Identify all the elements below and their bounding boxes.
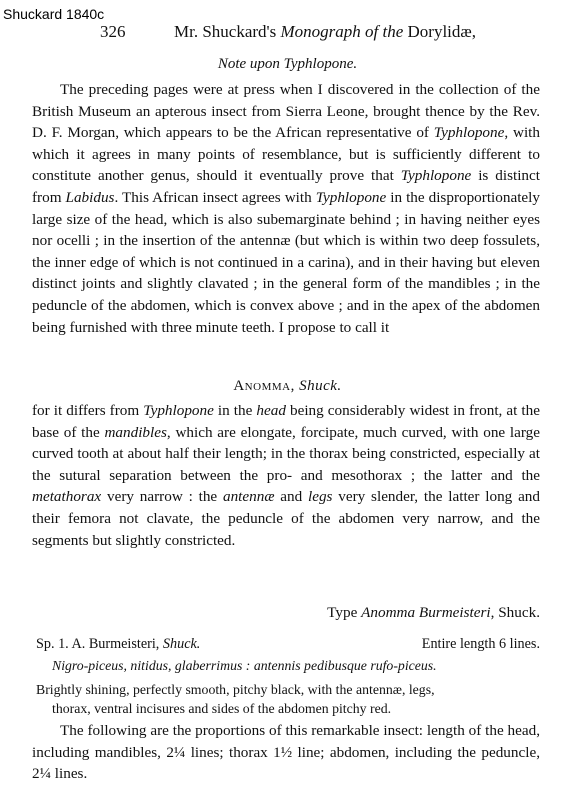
genus-heading xyxy=(0,378,575,395)
italic-run: antennæ xyxy=(222,488,275,506)
species-author: Shuck. xyxy=(162,636,201,652)
running-head xyxy=(174,22,476,42)
page-header xyxy=(0,22,575,46)
genus-separator: , xyxy=(290,378,300,394)
text-run: very slender, the latter long and their femora not clavate, the peduncle of the abdomen very narrow, and the segments but slightly constricted. xyxy=(32,488,540,549)
species-label: Sp. 1. A. Burmeisteri, xyxy=(36,636,163,652)
text-run: , which are elongate, forcipate, much curved, with one large curved tooth at about half their length; in the thorax being constricted, especially at the sutural separation between the pro- and mesothorax ; the latter and the xyxy=(32,423,540,484)
species-length: Entire length 6 lines. xyxy=(421,636,540,652)
running-head-prefix: Mr. Shuckard's xyxy=(174,22,281,41)
section-title: Note upon Typhlopone. xyxy=(217,56,358,72)
paragraph-2 xyxy=(32,400,540,551)
running-head-suffix: Dorylidæ, xyxy=(403,22,476,41)
text-run: very narrow : the xyxy=(101,488,223,506)
source-tag: Shuckard 1840c xyxy=(3,6,105,22)
italic-run: Typhlopone xyxy=(433,124,505,142)
paragraph-3: The following are the proportions of this remarkable insect: length of the head, including mandibles, 2¼ lines; thorax 1½ line; abdomen, including the peduncle, 2¼ lines. xyxy=(32,722,540,783)
text-run: in the disproportionately large size of the head, which is also subemarginate behind ; in having neither eyes nor ocelli ; in the insertion of the antennæ (but which is within two deep fossulets, the inner edge of which is not continued in a carina), and in their having but eleven distinct joints and slightly clavated ; in the general form of the mandibles ; in the peduncle of the abdomen, which is convex above ; and in the apex of the abdomen being furnished with three minute teeth. I propose to call it xyxy=(32,188,540,336)
text-run: is distinct from xyxy=(32,167,540,206)
running-head-italic: Monograph of the xyxy=(280,22,404,41)
type-author: , Shuck. xyxy=(490,604,540,621)
text-run: and xyxy=(274,488,308,506)
text-run: The preceding pages were at press when I discovered in the collection of the British Museum an apterous insect from Sierra Leone, brought thence by the Rev. D. F. Morgan, which appears to be the African representative of xyxy=(32,81,540,142)
text-run: for it differs from xyxy=(32,402,144,419)
text-run: , with which it agrees in many points of resemblance, but is sufficiently different to constitute another genus, should it eventually prove that xyxy=(32,124,540,185)
type-species: Anomma Burmeisteri xyxy=(361,604,491,621)
species-entry xyxy=(36,636,540,653)
italic-run: metathorax xyxy=(32,488,102,506)
text-run: being considerably widest in front, at the base of the xyxy=(32,402,540,441)
italic-run: head xyxy=(256,402,286,419)
genus-name: Anomma xyxy=(233,378,291,394)
text-run: in the xyxy=(213,402,257,419)
page-number: 326 xyxy=(100,22,126,41)
genus-author: Shuck. xyxy=(299,378,342,394)
text-run: . This African insect agrees with xyxy=(114,188,316,206)
italic-run: Typhlopone xyxy=(143,402,214,419)
type-prefix: Type xyxy=(327,604,362,621)
type-species-line xyxy=(0,604,540,622)
species-description xyxy=(36,680,540,718)
latin-description: Nigro-piceus, nitidus, glaberrimus : antennis pedibusque rufo-piceus. xyxy=(52,658,437,673)
description-line-1: Brightly shining, perfectly smooth, pitchy black, with the antennæ, legs, xyxy=(36,682,435,697)
paragraph-1 xyxy=(32,79,540,338)
description-line-2: thorax, ventral incisures and sides of the abdomen pitchy red. xyxy=(52,701,392,716)
italic-run: Typhlopone xyxy=(315,188,387,206)
italic-run: legs xyxy=(308,488,333,506)
italic-run: Typhlopone xyxy=(400,167,472,185)
italic-run: Labidus xyxy=(65,188,115,206)
italic-run: mandibles xyxy=(104,423,167,441)
